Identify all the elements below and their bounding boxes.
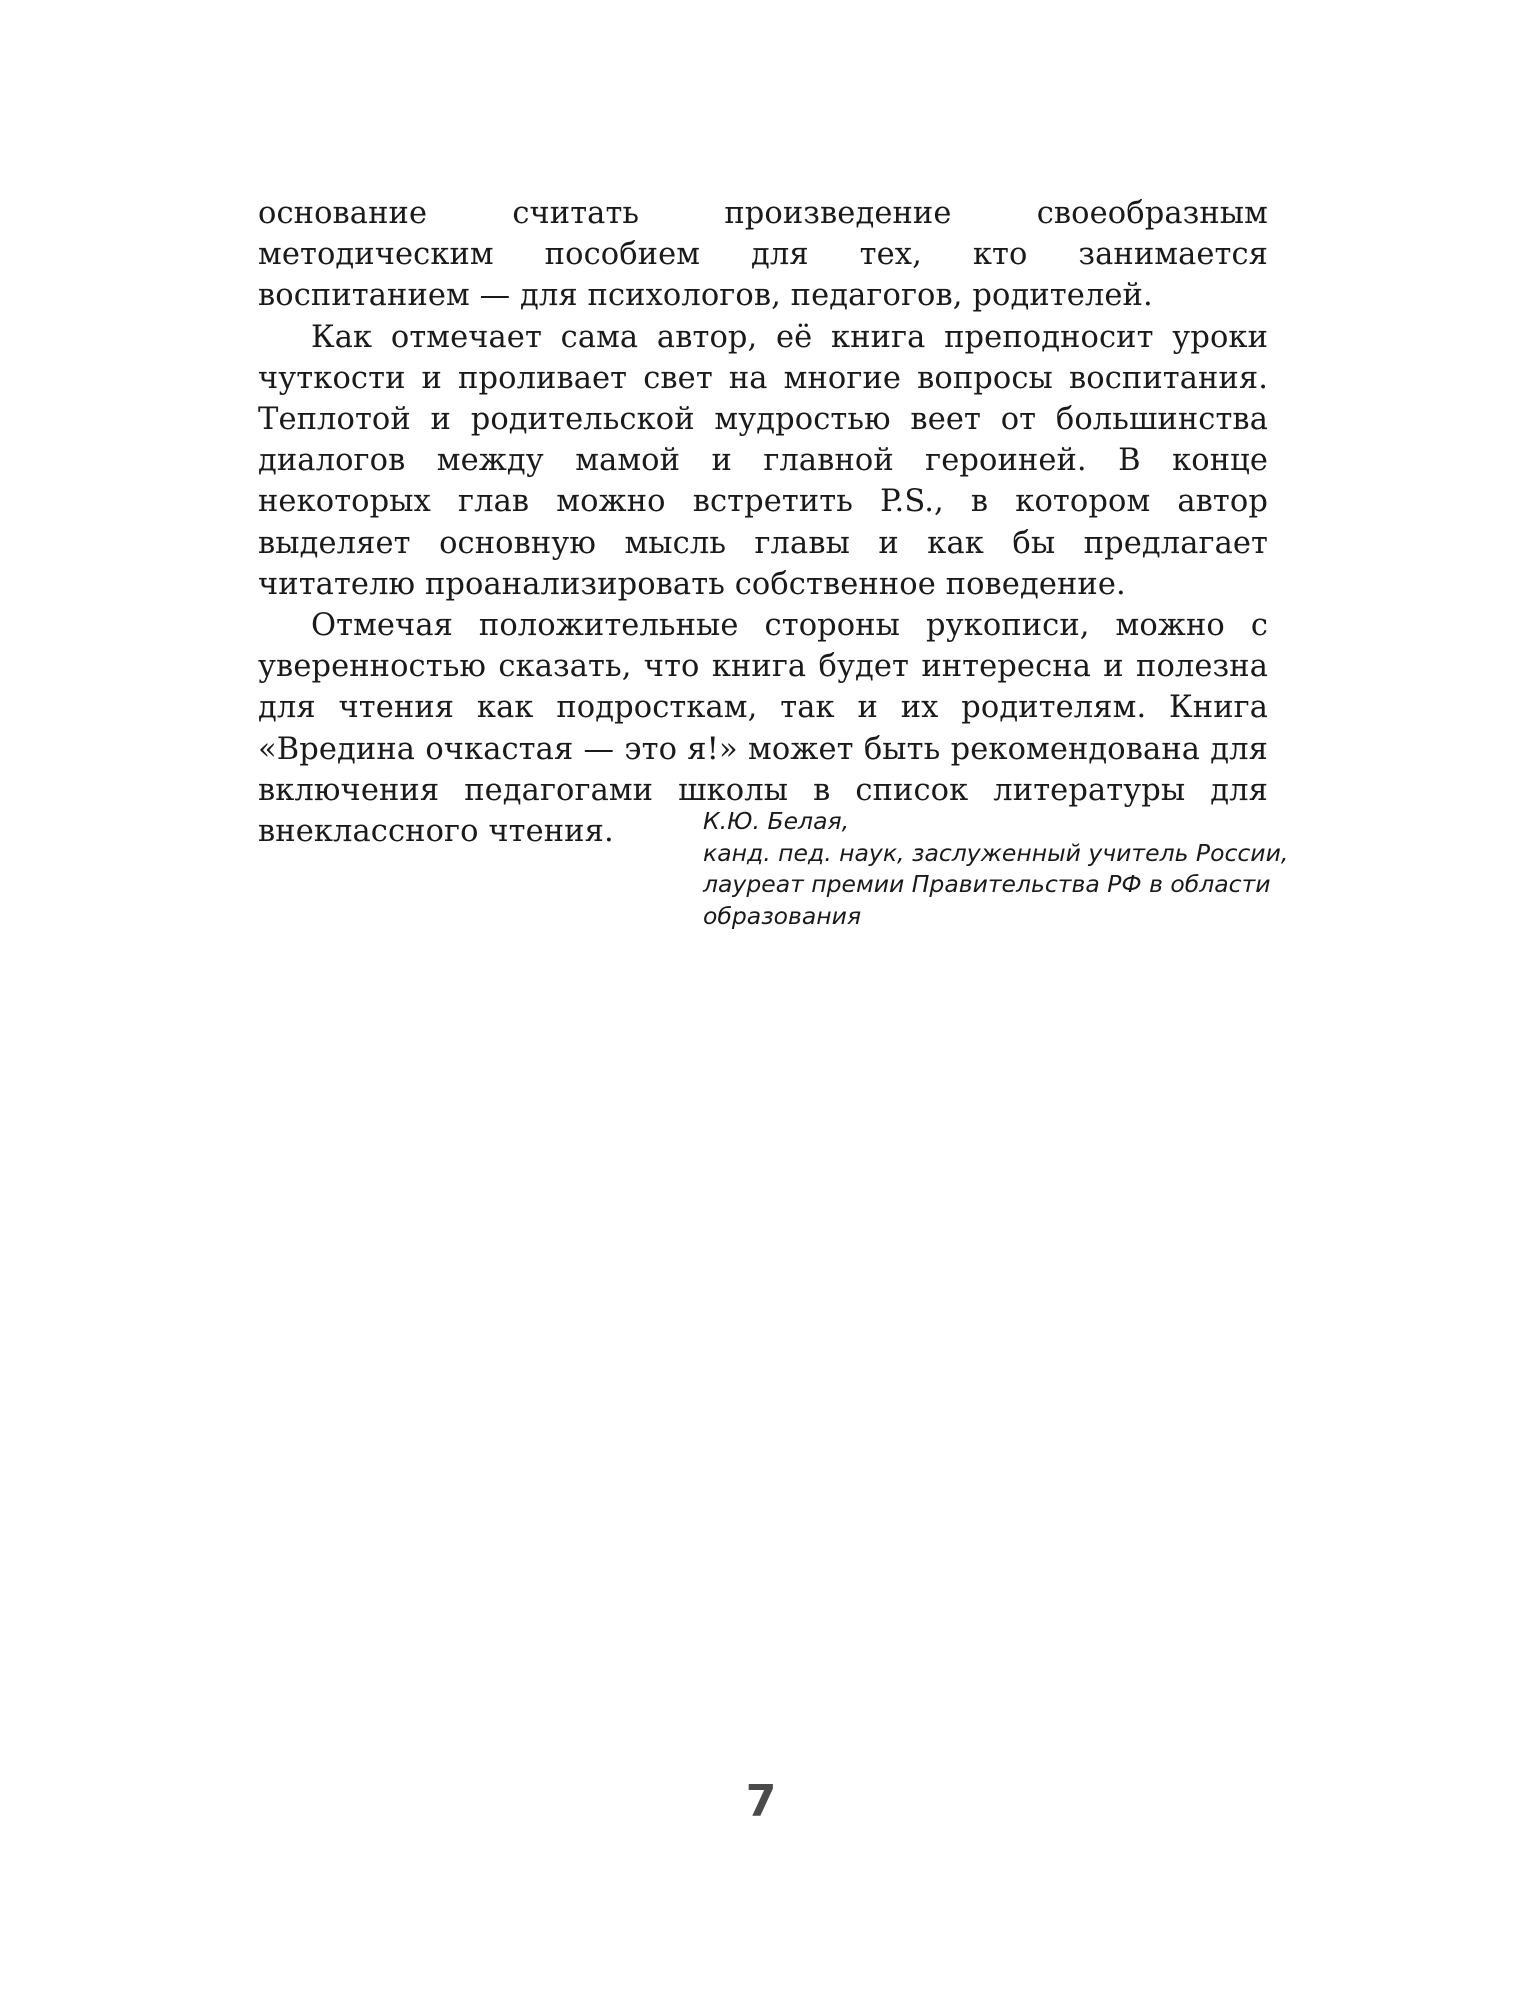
paragraph-continued: основание считать произведение своеобразным методическим пособием для тех, кто занимается воспитанием — для психологов, педагогов, родителей. xyxy=(258,196,1268,314)
signature-title-line: образования xyxy=(703,901,862,930)
main-text xyxy=(258,193,1268,852)
signature-title-line: канд. пед. наук, заслуженный учитель России, xyxy=(703,838,1289,867)
paragraph: Как отмечает сама автор, её книга преподносит уроки чуткости и проливает свет на многие вопросы воспитания. Теплотой и родительской мудростью веет от большинства диалогов между мамой и главной героиней. В конце некоторых глав можно встретить P.S., в котором автор выделяет основную мысль главы и как бы предлагает читателю проанализировать собственное поведение. xyxy=(258,319,1268,602)
paragraph: Отмечая положительные стороны рукописи, можно с уверенностью сказать, что книга будет интересна и полезна для чтения как подросткам, так и их родителям. Книга «Вредина очкастая — это я!» может быть рекомендована для включения педагогами школы в список литературы для внеклассного чтения. xyxy=(258,608,1268,850)
signature-title-line: лауреат премии Правительства РФ в области xyxy=(703,870,1271,898)
page-number: 7 xyxy=(745,1776,777,1827)
signature-block xyxy=(703,806,1303,932)
signature-name: К.Ю. Белая, xyxy=(703,807,850,835)
